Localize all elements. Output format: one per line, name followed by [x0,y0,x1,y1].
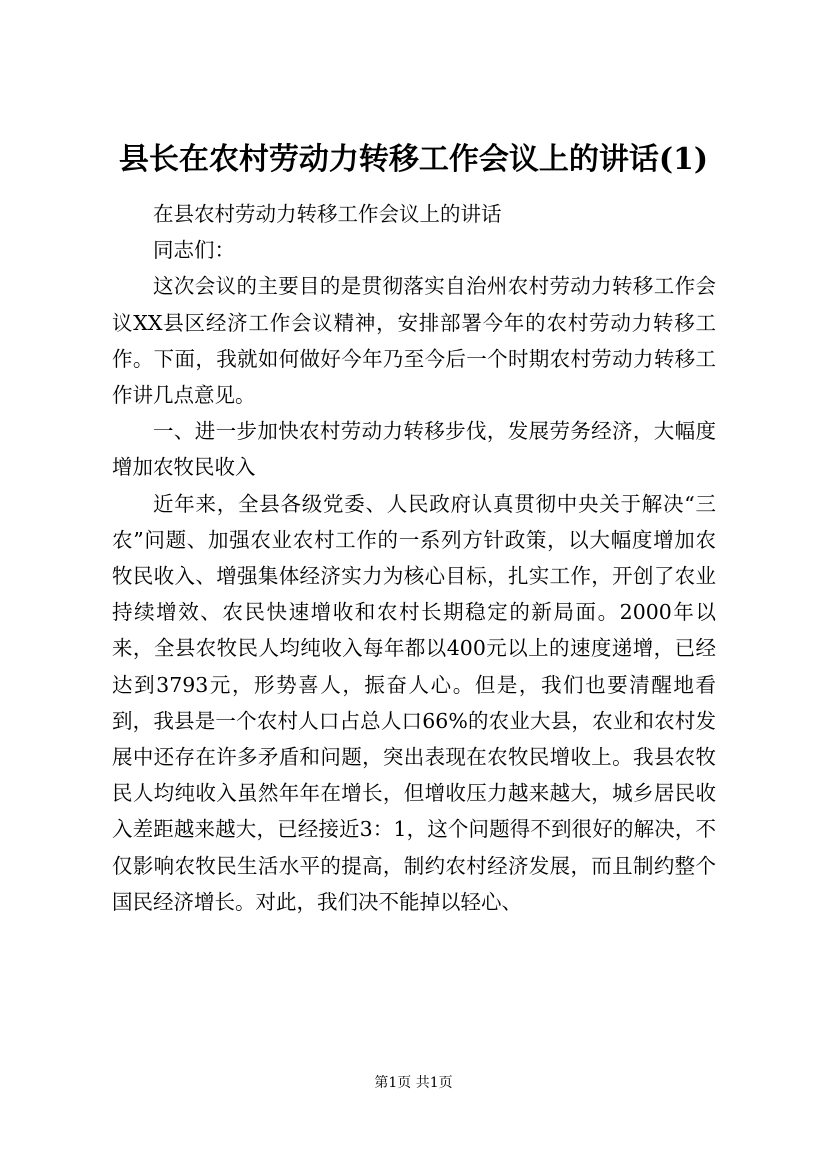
page-footer: 第1页 共1页 [374,1075,453,1091]
document-title: 县长在农村劳动力转移工作会议上的讲话(1) [118,142,709,177]
salutation: 同志们： [153,238,235,263]
document-body [112,196,716,920]
section-heading-1: 一、进一步加快农村劳动力转移步伐，发展劳务经济，大幅度增加农牧民收入 [112,419,716,480]
speech-subtitle: 在县农村劳动力转移工作会议上的讲话 [153,202,502,226]
paragraph-background: 近年来，全县各级党委、人民政府认真贯彻中央关于解决“三农”问题、加强农业农村工作的一系列方针政策，以大幅度增加农牧民收入、增强集体经济实力为核心目标，扎实工作，开创了农业持续增效、农民快速增收和农村长期稳定的新局面。2000年以来，全县农牧民人均纯收入每年都以400元以上的速度递增，已经达到3793元，形势喜人，振奋人心。但是，我们也要清醒地看到，我县是一个农村人口占总人口66%的农业大县，农业和农村发展中还存在许多矛盾和问题，突出表现在农牧民增收上。我县农牧民人均纯收入虽然年年在增长，但增收压力越来越大，城乡居民收入差距越来越大，已经接近3：1，这个问题得不到很好的解决，不仅影响农牧民生活水平的提高，制约农村经济发展，而且制约整个国民经济增长。对此，我们决不能掉以轻心、 [112,491,716,914]
paragraph-intro: 这次会议的主要目的是贯彻落实自治州农村劳动力转移工作会议XX县区经济工作会议精神，安排部署今年的农村劳动力转移工作。下面，我就如何做好今年乃至今后一个时期农村劳动力转移工作讲几点意见。 [112,274,716,408]
